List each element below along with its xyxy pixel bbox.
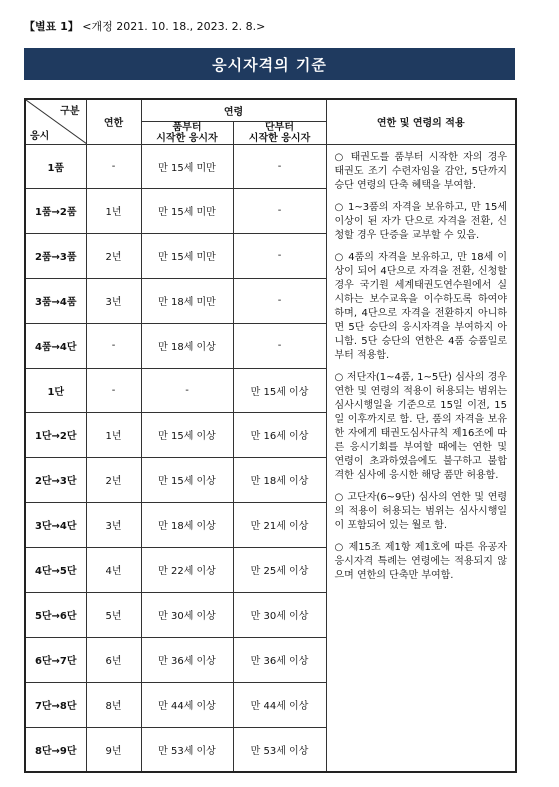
age-poom-cell: 만 15세 미만 — [141, 144, 233, 188]
page-title: 응시자격의 기준 — [24, 48, 515, 80]
age-poom-cell: 만 18세 이상 — [141, 502, 233, 547]
age-dan-cell: 만 21세 이상 — [233, 502, 326, 547]
age-poom-cell: 만 36세 이상 — [141, 637, 233, 682]
rank-cell: 1품→2품 — [25, 188, 86, 233]
rank-cell: 1품 — [25, 144, 86, 188]
rank-cell: 7단→8단 — [25, 682, 86, 727]
years-cell: 1년 — [86, 412, 141, 457]
rank-cell: 2품→3품 — [25, 233, 86, 278]
category-header-bottom: 응시 — [30, 130, 50, 142]
age-poom-cell: 만 15세 이상 — [141, 457, 233, 502]
years-header: 연한 — [86, 99, 141, 144]
rank-cell: 3단→4단 — [25, 502, 86, 547]
age-dan-cell: - — [233, 188, 326, 233]
age-dan-cell: - — [233, 323, 326, 368]
age-dan-cell: 만 36세 이상 — [233, 637, 326, 682]
rank-cell: 4품→4단 — [25, 323, 86, 368]
age-dan-cell: - — [233, 233, 326, 278]
age-dan-cell: 만 18세 이상 — [233, 457, 326, 502]
age-poom-cell: 만 44세 이상 — [141, 682, 233, 727]
years-cell: - — [86, 323, 141, 368]
years-cell: 1년 — [86, 188, 141, 233]
rank-cell: 8단→9단 — [25, 727, 86, 772]
note-item: ○ 태권도를 품부터 시작한 자의 경우 태권도 조기 수련자임을 감안, 5단까지 승단 연령의 단축 혜택을 부여함. — [334, 151, 508, 191]
years-cell: 3년 — [86, 502, 141, 547]
years-cell: 2년 — [86, 457, 141, 502]
age-dan-header: 단부터 시작한 응시자 — [233, 121, 326, 144]
rank-cell: 6단→7단 — [25, 637, 86, 682]
rank-cell: 1단 — [25, 368, 86, 412]
age-poom-header: 품부터 시작한 응시자 — [141, 121, 233, 144]
rank-cell: 3품→4품 — [25, 278, 86, 323]
age-dan-cell: 만 15세 이상 — [233, 368, 326, 412]
age-poom-cell: - — [141, 368, 233, 412]
age-poom-cell: 만 22세 이상 — [141, 547, 233, 592]
years-cell: 2년 — [86, 233, 141, 278]
note-item: ○ 고단자(6~9단) 심사의 연한 및 연령의 적용이 허용되는 범위는 심사시행일이 포함되어 있는 월로 함. — [334, 491, 508, 531]
years-cell: 9년 — [86, 727, 141, 772]
category-header-top: 구분 — [60, 106, 80, 117]
annex-header — [24, 18, 265, 34]
age-poom-cell: 만 15세 이상 — [141, 412, 233, 457]
years-cell: 6년 — [86, 637, 141, 682]
note-item: ○ 1~3품의 자격을 보유하고, 만 15세 이상이 된 자가 단으로 자격을 전환, 신청할 경우 단증을 교부할 수 있음. — [334, 201, 508, 241]
rank-cell: 4단→5단 — [25, 547, 86, 592]
table-row — [25, 144, 516, 188]
years-cell: 5년 — [86, 592, 141, 637]
age-dan-cell: 만 25세 이상 — [233, 547, 326, 592]
years-cell: 3년 — [86, 278, 141, 323]
notes-header: 연한 및 연령의 적용 — [326, 99, 516, 144]
rank-cell: 5단→6단 — [25, 592, 86, 637]
age-poom-cell: 만 15세 미만 — [141, 233, 233, 278]
notes-cell — [326, 144, 516, 772]
age-poom-cell: 만 53세 이상 — [141, 727, 233, 772]
note-item: ○ 저단자(1~4품, 1~5단) 심사의 경우 연한 및 연령의 적용이 허용되는 범위는 심사시행일을 기준으로 15일 이전, 15일 이후까지로 함. 단, 품의 자격을 보유한 자에게 태권도심사규칙 제16조에 따른 응시기회를 부여할 때에는 연한 및 연령이 초과하였음에도 불구하고 불합격한 심사에 응시한 해당 품만 허용함. — [334, 371, 508, 481]
note-item: ○ 4품의 자격을 보유하고, 만 18세 이상이 되어 4단으로 자격을 전환, 신청할 경우 국기원 세계태권도연수원에서 실시하는 보수교육을 이수하도록 하여야 하며, 4단으로 자격을 전환하지 아니하면 5단 승단의 응시자격을 부여하지 아니함. 5단 승단의 연한은 4품 승품일로부터 적용함. — [334, 251, 508, 361]
age-dan-cell: 만 44세 이상 — [233, 682, 326, 727]
age-dan-cell: 만 30세 이상 — [233, 592, 326, 637]
age-dan-cell: 만 16세 이상 — [233, 412, 326, 457]
years-cell: - — [86, 368, 141, 412]
age-poom-cell: 만 30세 이상 — [141, 592, 233, 637]
rank-cell: 1단→2단 — [25, 412, 86, 457]
annex-label: 【별표 1】 — [24, 20, 79, 33]
revision-note: <개정 2021. 10. 18., 2023. 2. 8.> — [82, 20, 266, 33]
years-cell: 4년 — [86, 547, 141, 592]
age-dan-cell: 만 53세 이상 — [233, 727, 326, 772]
category-header-cell — [25, 99, 86, 144]
age-poom-cell: 만 15세 미만 — [141, 188, 233, 233]
note-item: ○ 제15조 제1항 제1호에 따른 유공자 응시자격 특례는 연령에는 적용되지 않으며 연한의 단축만 부여함. — [334, 541, 508, 581]
years-cell: 8년 — [86, 682, 141, 727]
age-dan-cell: - — [233, 278, 326, 323]
rank-cell: 2단→3단 — [25, 457, 86, 502]
age-poom-cell: 만 18세 이상 — [141, 323, 233, 368]
age-dan-cell: - — [233, 144, 326, 188]
age-header: 연령 — [141, 99, 326, 121]
years-cell: - — [86, 144, 141, 188]
age-poom-cell: 만 18세 미만 — [141, 278, 233, 323]
eligibility-table — [24, 98, 517, 773]
